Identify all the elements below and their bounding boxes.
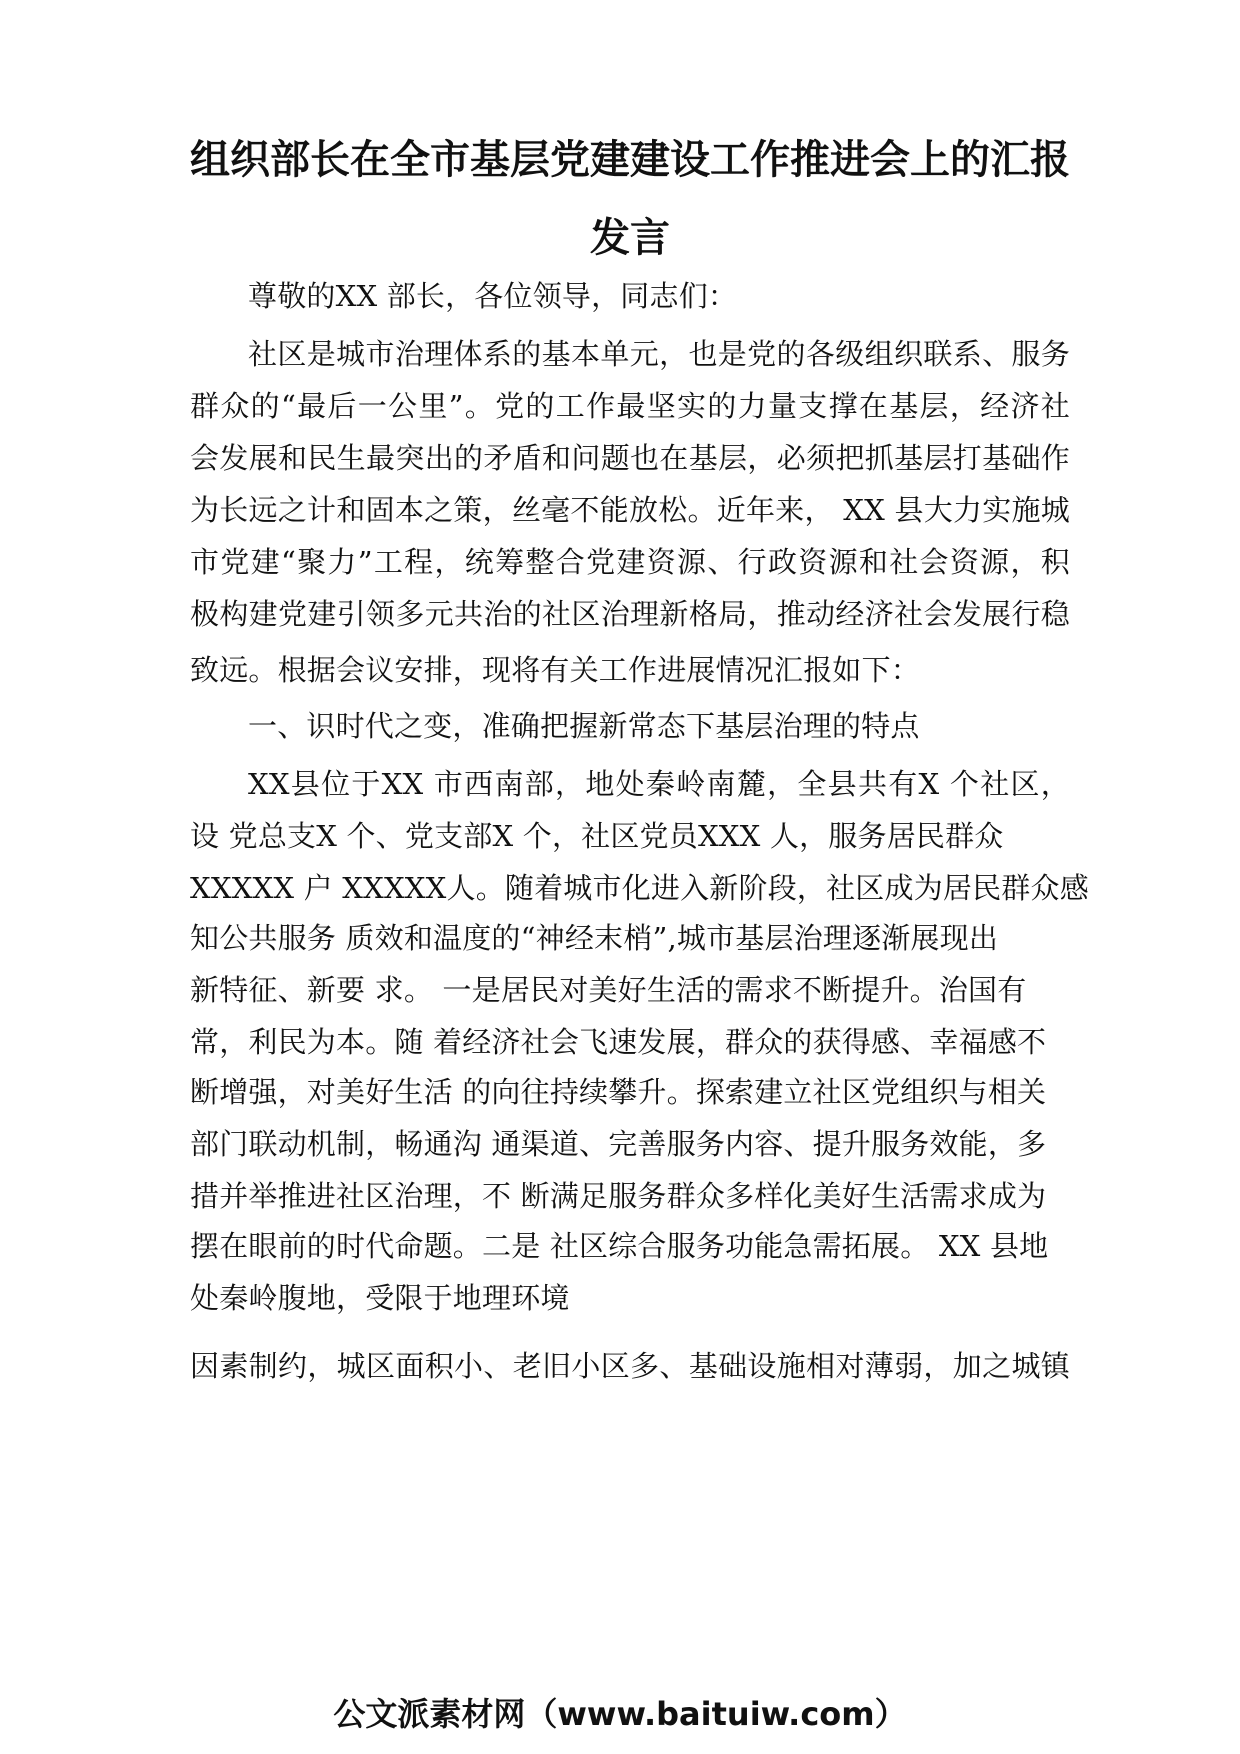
body-line: 措并举推进社区治理，不 断满足服务群众多样化美好生活需求成为 [190, 1179, 1047, 1213]
body-line: 群众的“最后一公里”。党的工作最坚实的力量支撑在基层，经济社 [190, 389, 1070, 423]
body-line: 知公共服务 质效和温度的“神经末梢”,城市基层治理逐渐展现出 [190, 921, 999, 955]
body-line: XXXXX 户 XXXXX人。随着城市化进入新阶段，社区成为居民群众感 [190, 871, 1089, 905]
salutation: 尊敬的XX 部长，各位领导，同志们： [248, 279, 738, 313]
body-line: 摆在眼前的时代命题。二是 社区综合服务功能急需拓展。 XX 县地 [190, 1229, 1049, 1263]
section-heading: 一、识时代之变，准确把握新常态下基层治理的特点 [248, 709, 920, 743]
body-line: 为长远之计和固本之策，丝毫不能放松。近年来， XX 县大力实施城 [190, 493, 1070, 527]
body-line: 会发展和民生最突出的矛盾和问题也在基层，必须把抓基层打基础作 [190, 441, 1070, 475]
document-title-line-2: 发言 [590, 215, 670, 261]
body-line: 因素制约，城区面积小、老旧小区多、基础设施相对薄弱，加之城镇 [190, 1349, 1070, 1383]
body-line: 极构建党建引领多元共治的社区治理新格局，推动经济社会发展行稳 [190, 597, 1070, 631]
site-footer: 公文派素材网（www.baituiw.com） [333, 1695, 907, 1733]
body-line: XX县位于XX 市西南部，地处秦岭南麓，全县共有X 个社区， [248, 767, 1070, 801]
body-line: 社区是城市治理体系的基本单元，也是党的各级组织联系、服务 [248, 337, 1070, 371]
body-line: 设 党总支X 个、党支部X 个，社区党员XXX 人，服务居民群众 [190, 819, 1004, 853]
body-line: 新特征、新要 求。 一是居民对美好生活的需求不断提升。治国有 [190, 973, 1027, 1007]
body-line: 致远。根据会议安排，现将有关工作进展情况汇报如下： [190, 653, 921, 687]
body-line: 常，利民为本。随 着经济社会飞速发展，群众的获得感、幸福感不 [190, 1025, 1047, 1059]
body-line: 处秦岭腹地，受限于地理环境 [190, 1281, 570, 1315]
body-line: 断增强，对美好生活 的向往持续攀升。探索建立社区党组织与相关 [190, 1075, 1047, 1109]
body-line: 市党建“聚力”工程，统筹整合党建资源、行政资源和社会资源，积 [190, 545, 1070, 579]
document-title-line-1: 组织部长在全市基层党建建设工作推进会上的汇报 [190, 137, 1070, 183]
body-line: 部门联动机制，畅通沟 通渠道、完善服务内容、提升服务效能，多 [190, 1127, 1047, 1161]
